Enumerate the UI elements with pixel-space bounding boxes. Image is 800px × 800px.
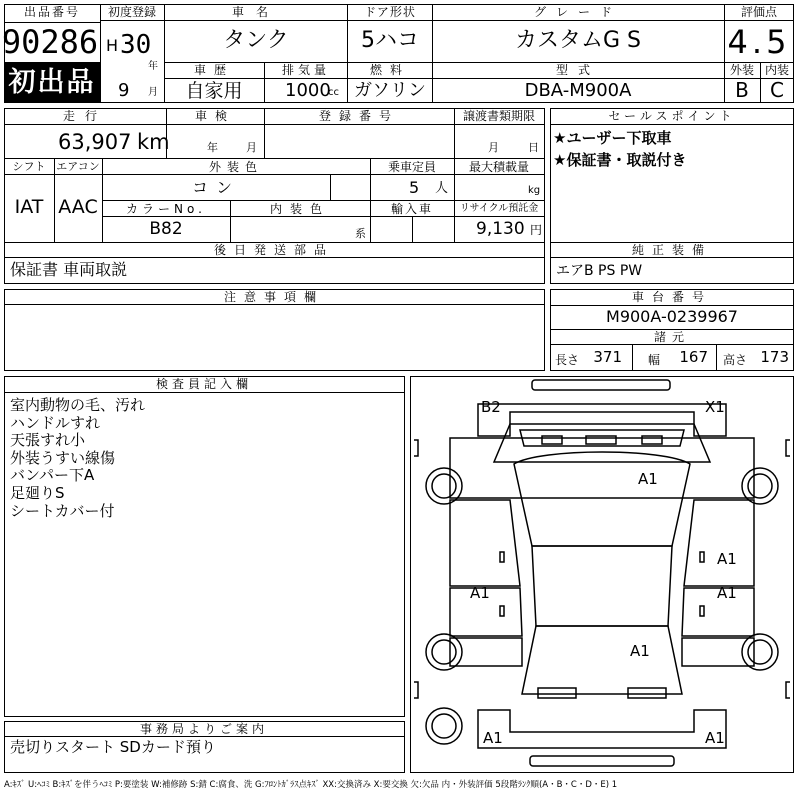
divider <box>230 200 231 242</box>
notes-label: 注意事項欄 <box>223 290 325 304</box>
int-color-unit: 系 <box>355 227 366 240</box>
damage-mark: A1 <box>717 584 737 602</box>
lot-number: 90286 <box>1 23 99 61</box>
divider <box>54 158 55 242</box>
length-label: 長さ <box>555 353 580 367</box>
inspector-line: 足廻りS <box>10 483 65 502</box>
length: 371 <box>593 348 622 366</box>
inspection-month-unit: 月 <box>246 141 257 154</box>
ext-color: コン <box>191 178 241 197</box>
year-unit: 年 <box>148 61 158 72</box>
divider <box>102 200 545 201</box>
ext-color-label: 外装色 <box>208 160 264 174</box>
reg-year: 30 <box>120 30 152 60</box>
damage-mark: A1 <box>470 584 490 602</box>
history-label: 車歴 <box>193 63 235 77</box>
divider <box>164 62 724 63</box>
model: DBA-M900A <box>524 80 632 101</box>
equipment: エアB PS PW <box>556 263 643 279</box>
damage-mark: B2 <box>481 398 501 416</box>
sales-points-label: セールスポイント <box>608 109 736 123</box>
score-label: 評価点 <box>740 5 778 19</box>
ac: AAC <box>58 196 98 218</box>
load-unit: kg <box>528 185 541 196</box>
inspection-label: 車検 <box>194 109 236 123</box>
office-label: 事務局よりご案内 <box>139 722 269 736</box>
door-type: 5ハコ <box>361 28 419 53</box>
divider <box>432 62 433 103</box>
divider <box>550 305 794 306</box>
inspector-line: シートカバー付 <box>10 501 115 520</box>
damage-mark: X1 <box>705 398 725 416</box>
recycle-fee: 9,130 <box>476 219 525 239</box>
inspector-notes <box>10 397 145 520</box>
divider <box>330 174 331 200</box>
inspection-year-unit: 年 <box>207 141 218 154</box>
exterior-score: B <box>735 78 749 102</box>
sales-point-1: ★ユーザー下取車 <box>553 129 672 147</box>
divider <box>4 304 545 305</box>
divider <box>4 158 545 159</box>
displacement-label: 排気量 <box>281 63 331 77</box>
divider <box>164 78 724 79</box>
divider <box>264 108 265 158</box>
capacity-label: 乗車定員 <box>387 160 437 174</box>
inspector-line: 外装うすい線傷 <box>10 448 116 467</box>
divider <box>370 158 371 242</box>
later-parts-label: 後日発送部品 <box>213 243 335 257</box>
fuel: ガソリン <box>354 80 426 101</box>
divider <box>716 344 717 371</box>
width: 167 <box>679 348 708 366</box>
import-label: 輸入車 <box>390 202 434 216</box>
score: 4.5 <box>727 23 791 61</box>
load-label: 最大積載量 <box>468 160 530 174</box>
shift-label: シフト <box>12 160 46 173</box>
history: 自家用 <box>185 80 243 102</box>
chassis-label: 車台番号 <box>631 290 713 304</box>
int-color-label: 内装色 <box>269 202 331 216</box>
plate-label: 登録番号 <box>318 109 400 123</box>
transfer-month-unit: 月 <box>488 141 499 154</box>
transfer-label: 譲渡書類期限 <box>462 109 536 123</box>
divider <box>4 392 405 393</box>
car-name-label: 車名 <box>231 5 281 19</box>
inspector-line: 天張すれ小 <box>10 431 86 450</box>
interior-label: 内装 <box>764 63 790 77</box>
first-reg-label: 初度登録 <box>107 5 157 19</box>
divider <box>100 20 724 21</box>
first-listing-label: 初出品 <box>8 67 96 98</box>
divider <box>550 344 794 345</box>
reg-month: 9 <box>118 80 130 101</box>
inspector-line: バンパー下A <box>10 466 95 485</box>
shift: IAT <box>14 196 44 218</box>
divider <box>550 257 794 258</box>
transfer-day-unit: 日 <box>528 141 539 154</box>
car-outline-diagram <box>410 376 794 773</box>
fuel-label: 燃料 <box>369 63 411 77</box>
width-label: 幅 <box>648 353 661 367</box>
month-unit: 月 <box>148 87 158 98</box>
divider <box>347 4 348 62</box>
era: H <box>106 36 119 55</box>
mileage-label: 走行 <box>62 109 108 123</box>
displacement: 1000 <box>285 80 331 101</box>
ac-label: エアコン <box>56 160 100 173</box>
mileage-unit: km <box>137 130 170 154</box>
inspector-label: 検査員記入欄 <box>155 377 253 391</box>
divider <box>632 344 633 371</box>
capacity-unit: 人 <box>435 181 449 196</box>
office-notice: 売切りスタート SDカード預り <box>10 738 216 756</box>
divider <box>724 20 794 21</box>
chassis-number: M900A-0239967 <box>606 307 738 326</box>
dimensions-label: 諸元 <box>653 330 691 344</box>
divider <box>550 124 794 125</box>
damage-mark: A1 <box>717 550 737 568</box>
legend: A:ｷｽﾞ U:ﾍｺﾐ B:ｷｽﾞを伴うﾍｺﾐ P:要塗装 W:補修跡 S:錆 C:腐食、洗 G:ﾌﾛﾝﾄｶﾞﾗｽ点ｷｽﾞ XX:交換済み X:要交換 欠:欠品 内・外装評価 5段階ﾗﾝｸ順(A・B・C・D・E) 1 <box>4 780 618 790</box>
door-label: ドア形状 <box>364 5 416 19</box>
color-no-label: カラーNo. <box>126 202 206 216</box>
divider <box>454 108 455 158</box>
equipment-label: 純正装備 <box>631 243 713 257</box>
lot-number-label: 出品番号 <box>23 5 81 19</box>
divider <box>412 216 413 242</box>
divider <box>4 257 545 258</box>
grade: カスタムG S <box>514 28 642 53</box>
divider <box>102 158 103 242</box>
divider <box>100 4 101 103</box>
interior-score: C <box>770 78 784 102</box>
divider <box>432 4 433 62</box>
damage-mark: A1 <box>483 729 503 747</box>
car-name: タンク <box>223 28 289 53</box>
inspector-line: 室内動物の毛、汚れ <box>10 396 146 414</box>
height: 173 <box>760 348 789 366</box>
displacement-unit: cc <box>328 87 339 98</box>
divider <box>4 174 545 175</box>
divider <box>454 158 455 242</box>
grade-label: グレード <box>533 5 623 19</box>
model-label: 型式 <box>555 63 601 77</box>
divider <box>724 4 725 103</box>
damage-mark: A1 <box>638 470 658 488</box>
recycle-unit: 円 <box>530 223 543 237</box>
damage-mark: A1 <box>630 642 650 660</box>
divider <box>164 4 165 62</box>
divider <box>4 124 545 125</box>
inspector-line: ハンドルすれ <box>10 413 101 432</box>
divider <box>4 736 405 737</box>
exterior-label: 外装 <box>729 63 755 77</box>
divider <box>760 62 761 103</box>
damage-mark: A1 <box>705 729 725 747</box>
color-no: B82 <box>149 219 183 239</box>
divider <box>102 216 545 217</box>
mileage: 63,907 <box>58 130 132 154</box>
later-parts: 保証書 車両取説 <box>10 260 128 279</box>
capacity: 5 <box>409 178 420 197</box>
divider <box>347 62 348 103</box>
divider <box>264 62 265 103</box>
recycle-label: リサイクル預託金 <box>459 203 539 214</box>
height-label: 高さ <box>723 353 748 367</box>
divider <box>164 62 165 103</box>
sales-point-2: ★保証書・取説付き <box>553 151 687 169</box>
